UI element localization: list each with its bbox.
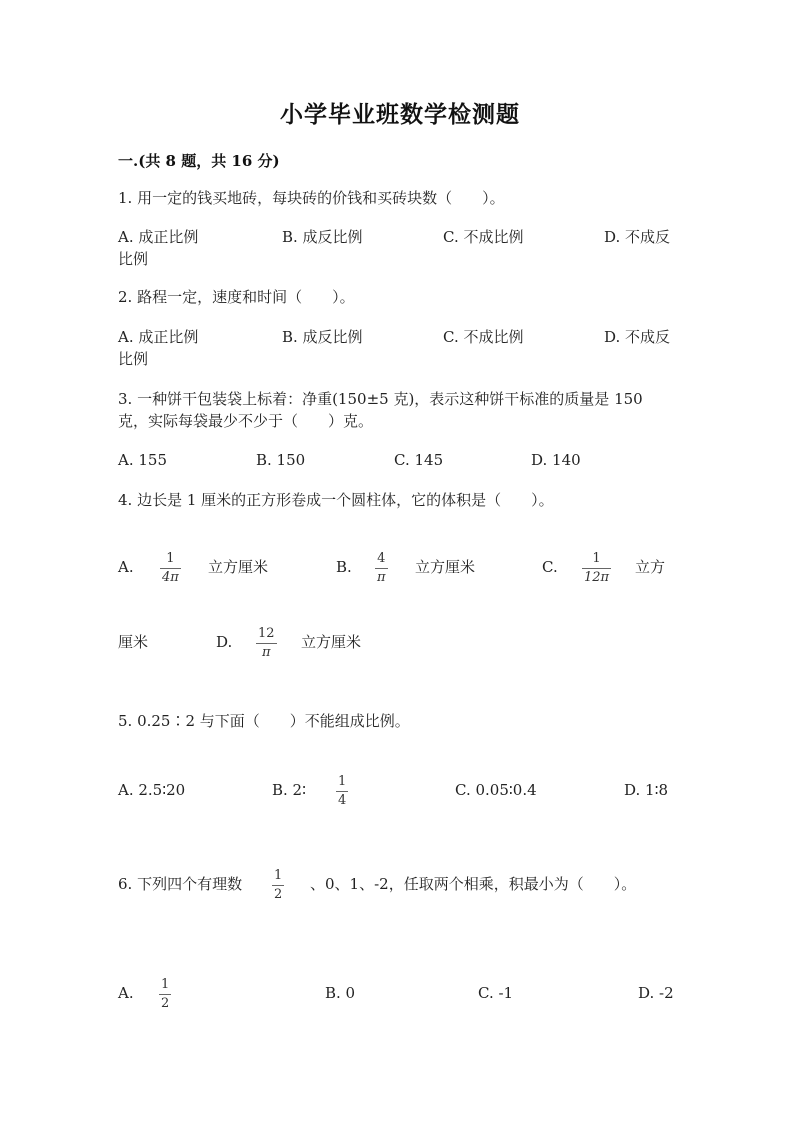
- q4-option-d-label: D.: [216, 633, 233, 651]
- q3-option-a: A. 155: [118, 451, 167, 469]
- q4-option-a-unit: 立方厘米: [208, 558, 269, 576]
- q3-option-b: B. 150: [256, 451, 306, 469]
- fraction-bar: [159, 994, 171, 995]
- question-6-before: 6. 下列四个有理数: [118, 875, 243, 893]
- q4-option-c-unit: 立方: [635, 558, 666, 576]
- fraction-numerator: 1: [166, 551, 175, 566]
- question-6-after: 、0、1、-2，任取两个相乘，积最小为（ ）。: [310, 875, 637, 893]
- q2-option-d: D. 不成反: [604, 328, 671, 346]
- fraction-denominator: 12π: [584, 570, 610, 585]
- question-3-line-1: 3. 一种饼干包装袋上标着：净重(150±5 克)，表示这种饼干标准的质量是 150: [118, 390, 643, 408]
- q6-option-c: C. -1: [478, 984, 514, 1002]
- q3-option-c: C. 145: [394, 451, 444, 469]
- q3-option-d: D. 140: [531, 451, 581, 469]
- question-2: 2. 路程一定，速度和时间（ ）。: [118, 288, 355, 306]
- fraction-denominator: 4: [338, 793, 347, 808]
- q4-option-d-unit: 立方厘米: [301, 633, 362, 651]
- q5-option-d: D. 1∶8: [624, 781, 669, 799]
- fraction-denominator: π: [262, 645, 271, 660]
- question-5: 5. 0.25∶2 与下面（ ）不能组成比例。: [118, 712, 410, 730]
- fraction-denominator: 2: [274, 887, 283, 902]
- q4-option-b-fraction: [375, 551, 388, 585]
- q5-option-a: A. 2.5∶20: [118, 781, 186, 799]
- question-6-fraction: [272, 868, 284, 902]
- fraction-numerator: 1: [338, 774, 347, 789]
- q1-option-b: B. 成反比例: [282, 228, 363, 246]
- fraction-numerator: 1: [274, 868, 283, 883]
- q4-option-c-fraction: [582, 551, 611, 585]
- fraction-bar: [256, 643, 277, 644]
- q2-option-d-wrap: 比例: [118, 350, 149, 368]
- q4-option-a-label: A.: [118, 558, 134, 576]
- q2-option-a: A. 成正比例: [118, 328, 199, 346]
- fraction-numerator: 12: [258, 626, 275, 641]
- fraction-denominator: π: [377, 570, 386, 585]
- q6-option-a-label: A.: [118, 984, 134, 1002]
- fraction-denominator: 4π: [162, 570, 179, 585]
- q6-option-d: D. -2: [638, 984, 674, 1002]
- q4-option-b-unit: 立方厘米: [415, 558, 476, 576]
- q4-option-d-fraction: [256, 626, 277, 660]
- q5-option-b-label: B. 2∶: [272, 781, 307, 799]
- q1-option-a: A. 成正比例: [118, 228, 199, 246]
- q2-option-c: C. 不成比例: [443, 328, 524, 346]
- q1-option-c: C. 不成比例: [443, 228, 524, 246]
- question-4: 4. 边长是 1 厘米的正方形卷成一个圆柱体，它的体积是（ ）。: [118, 491, 554, 509]
- q4-option-b-label: B.: [336, 558, 352, 576]
- fraction-bar: [582, 568, 611, 569]
- question-3-line-2: 克，实际每袋最少不少于（ ）克。: [118, 412, 374, 430]
- page-title: 小学毕业班数学检测题: [280, 101, 520, 128]
- fraction-bar: [160, 568, 181, 569]
- fraction-denominator: 2: [161, 996, 170, 1011]
- q4-option-a-fraction: [160, 551, 181, 585]
- q1-option-d-wrap: 比例: [118, 250, 149, 268]
- q6-option-a-fraction: [159, 977, 171, 1011]
- fraction-bar: [375, 568, 388, 569]
- q4-option-c-wrap: 厘米: [118, 633, 149, 651]
- q5-option-c: C. 0.05∶0.4: [455, 781, 537, 799]
- q2-option-b: B. 成反比例: [282, 328, 363, 346]
- q4-option-c-label: C.: [542, 558, 558, 576]
- q5-option-b-fraction: [336, 774, 348, 808]
- section-heading: 一.(共 8 题，共 16 分): [118, 152, 280, 170]
- fraction-numerator: 1: [592, 551, 601, 566]
- fraction-numerator: 1: [161, 977, 170, 992]
- fraction-bar: [272, 885, 284, 886]
- fraction-bar: [336, 791, 348, 792]
- q1-option-d: D. 不成反: [604, 228, 671, 246]
- question-1: 1. 用一定的钱买地砖，每块砖的价钱和买砖块数（ ）。: [118, 189, 505, 207]
- q6-option-b: B. 0: [325, 984, 356, 1002]
- fraction-numerator: 4: [377, 551, 386, 566]
